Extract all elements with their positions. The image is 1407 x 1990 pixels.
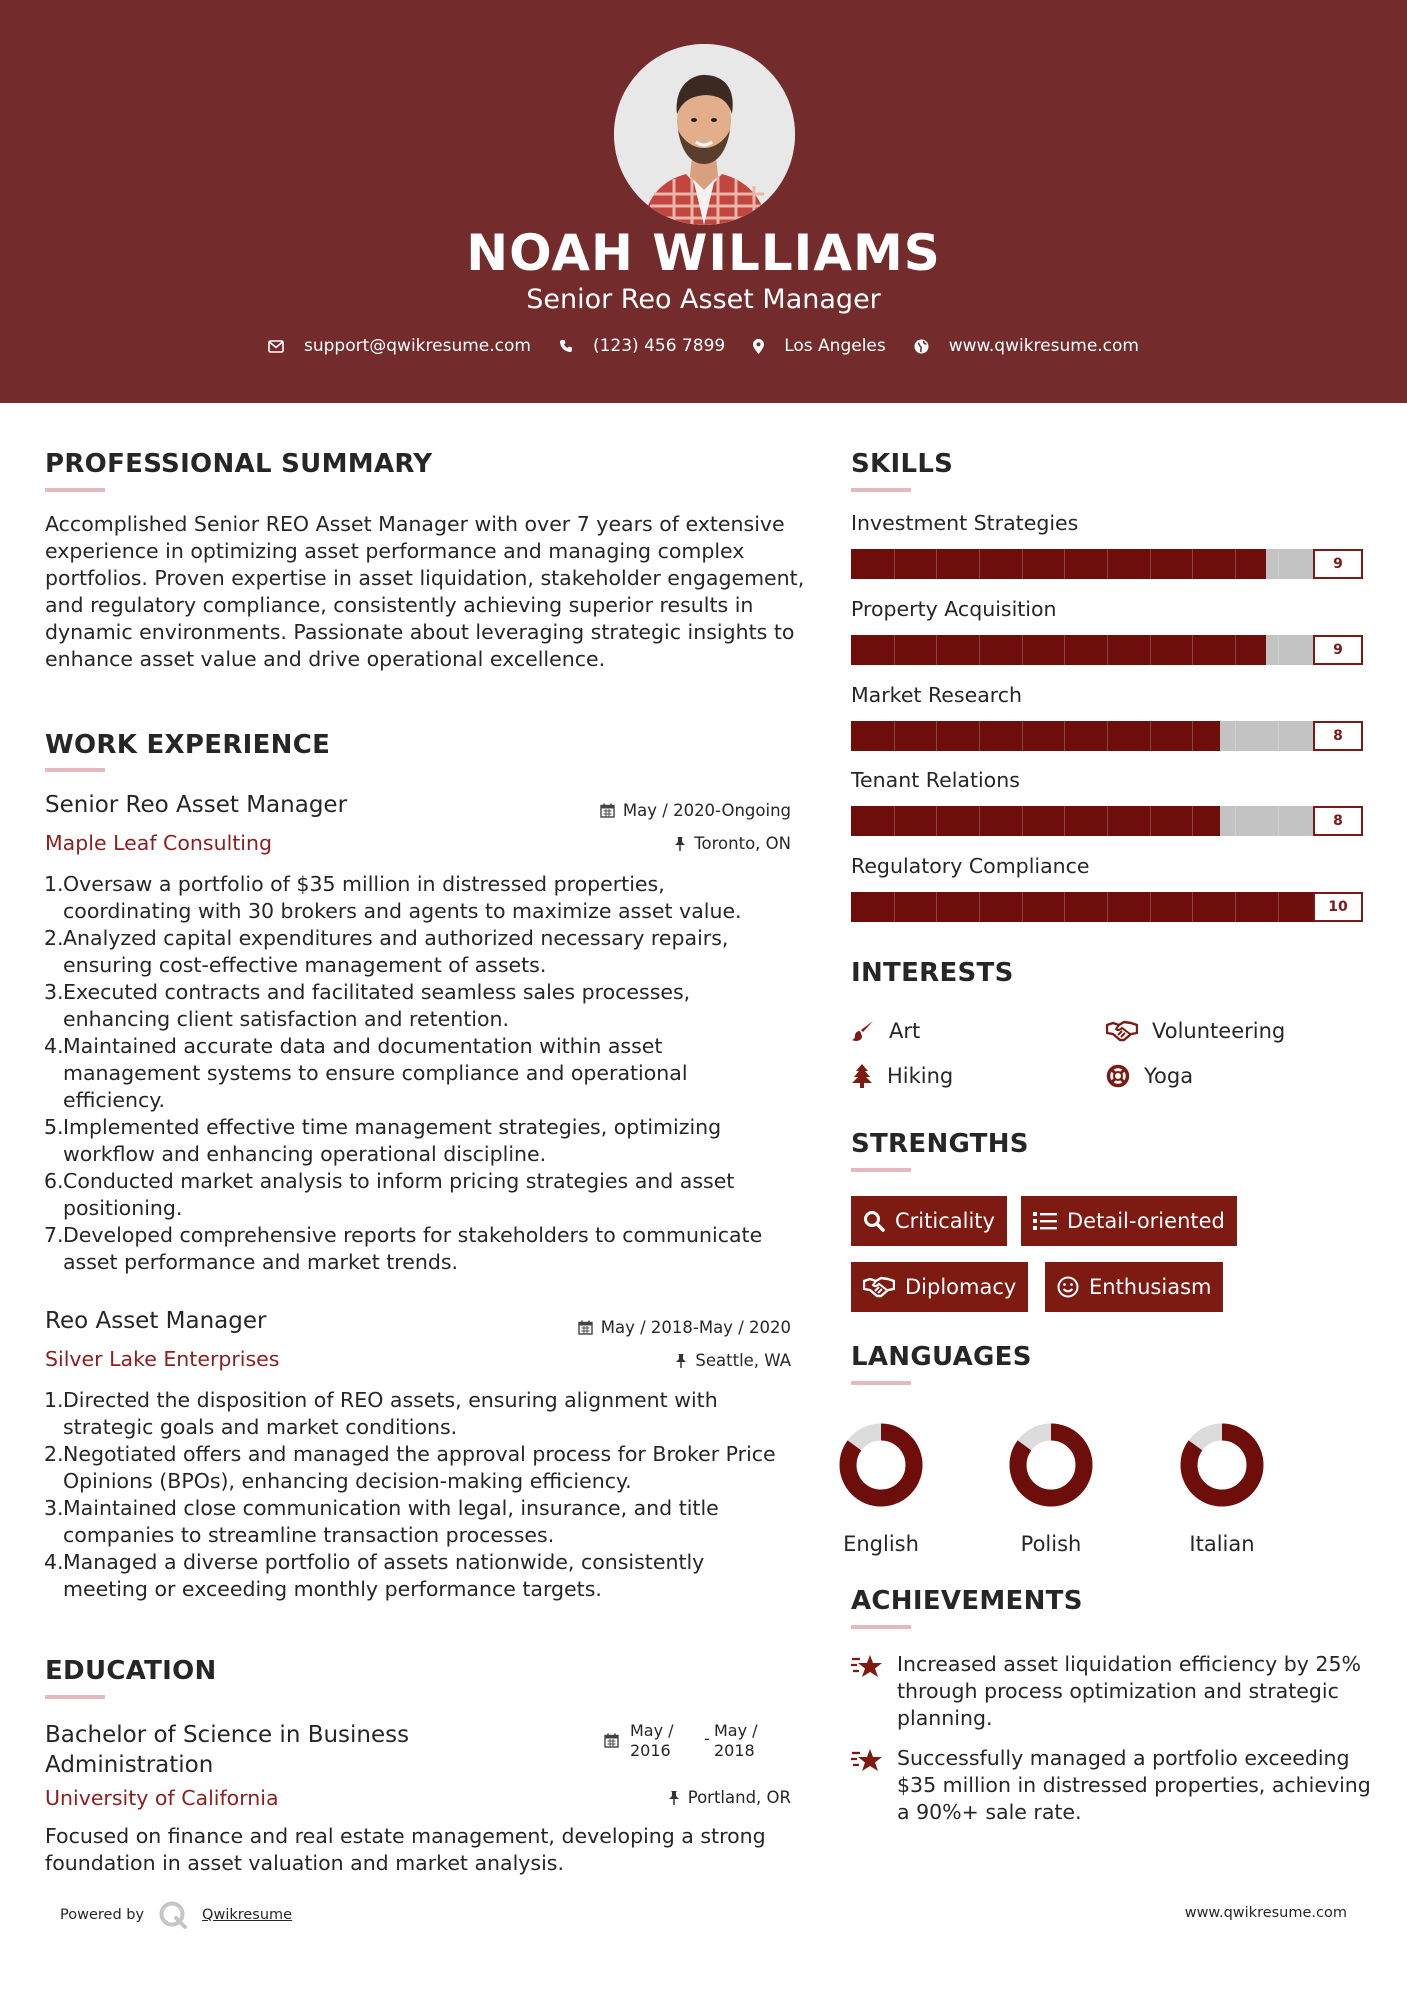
skill-segment-divider [1150, 721, 1151, 751]
interest-hiking [851, 1064, 953, 1088]
search-icon [863, 1210, 885, 1232]
handshake-icon [863, 1276, 895, 1298]
job-2-title: Reo Asset Manager [45, 1308, 267, 1334]
degree-title [45, 1720, 409, 1780]
languages-heading: LANGUAGES [851, 1342, 1032, 1372]
skill-score-badge: 9 [1313, 635, 1363, 665]
skill-segment-divider [1150, 806, 1151, 836]
skill-segment-divider [1235, 635, 1236, 665]
phone-icon [559, 339, 573, 353]
paintbrush-icon [851, 1019, 875, 1043]
language-item [991, 1412, 1111, 1556]
list-item: 1. Directed the disposition of REO assets, ensuring alignment with strategic goals and market conditions. [44, 1388, 718, 1439]
language-level-donut [821, 1412, 941, 1522]
skill-segment-divider [979, 892, 980, 922]
skill-bar [851, 892, 1363, 922]
skill-segment-divider [1064, 635, 1065, 665]
skill-segment-divider [1022, 806, 1023, 836]
candidate-name: NOAH WILLIAMS [466, 224, 941, 282]
skill-bar [851, 635, 1363, 665]
strength-label: Enthusiasm [1089, 1275, 1212, 1299]
powered-by-text: Powered by [60, 1907, 145, 1923]
summary-rule [45, 488, 105, 492]
skill-segment-divider [1192, 721, 1193, 751]
skill-segment-divider [894, 806, 895, 836]
pushpin-icon [674, 836, 686, 851]
qwikresume-link[interactable]: Qwikresume [202, 1907, 293, 1923]
list-icon [1033, 1211, 1057, 1231]
contact-location [753, 336, 886, 356]
skill-segment-divider [1150, 635, 1151, 665]
handshake-icon [1106, 1020, 1138, 1042]
education-heading: EDUCATION [45, 1656, 217, 1686]
job-1-company: Maple Leaf Consulting [45, 831, 273, 855]
skill-segment-divider [894, 892, 895, 922]
skill-segment-divider [1107, 549, 1108, 579]
strength-label: Diplomacy [905, 1275, 1017, 1299]
skill-segment-divider [1064, 806, 1065, 836]
list-item: 1. Oversaw a portfolio of $35 million in distressed properties, coordinating with 30 brokers and agents to maximize asset value. [44, 872, 742, 923]
skill-segment-divider [1192, 806, 1193, 836]
smile-icon [1057, 1276, 1079, 1298]
degree-line-1: Bachelor of Science in Business [45, 1722, 410, 1748]
tree-icon [851, 1064, 873, 1088]
education-school: University of California [45, 1786, 279, 1810]
calendar-icon [604, 1733, 619, 1748]
achievement-text: Increased asset liquidation efficiency by 25% through process optimization and strategic planning. [897, 1652, 1361, 1730]
skill-segment-divider [1022, 892, 1023, 922]
skill-segment-divider [894, 721, 895, 751]
list-item: 5. Implemented effective time management strategies, optimizing workflow and enhancing operational discipline. [44, 1115, 722, 1166]
strength-label: Criticality [895, 1209, 995, 1233]
qwikresume-logo-icon [158, 1900, 188, 1930]
skill-name: Market Research [851, 683, 1023, 707]
job-2-location [675, 1351, 791, 1370]
skill-segment-divider [1192, 635, 1193, 665]
list-item: 7. Developed comprehensive reports for stakeholders to communicate asset performance and market trends. [44, 1223, 763, 1274]
skill-segment-divider [1064, 892, 1065, 922]
skill-score-badge: 8 [1313, 721, 1363, 751]
skill-segment-divider [1278, 549, 1279, 579]
language-level-donut [991, 1412, 1111, 1522]
skill-name: Property Acquisition [851, 597, 1057, 621]
achievement-item [851, 1745, 1371, 1826]
contact-website[interactable] [914, 336, 1139, 356]
footer-powered-by [60, 1900, 292, 1930]
skill-segment-divider [936, 806, 937, 836]
skill-name: Investment Strategies [851, 511, 1079, 535]
skill-level-fill [851, 635, 1266, 665]
interest-label: Art [889, 1019, 921, 1043]
skill-segment-divider [979, 806, 980, 836]
strengths-rule [851, 1168, 911, 1172]
calendar-icon [600, 803, 615, 818]
experience-rule [45, 768, 105, 772]
skill-bar [851, 549, 1363, 579]
skill-level-fill [851, 806, 1220, 836]
contact-row [0, 336, 1407, 356]
skill-score-badge: 9 [1313, 549, 1363, 579]
language-label: Polish [1020, 1532, 1082, 1556]
list-item: 4. Maintained accurate data and documentation within asset management systems to ensure compliance and operational efficiency. [44, 1034, 688, 1112]
skill-segment-divider [1278, 892, 1279, 922]
interest-label: Volunteering [1152, 1019, 1286, 1043]
skill-segment-divider [1150, 892, 1151, 922]
job-2-company: Silver Lake Enterprises [45, 1347, 280, 1371]
skill-segment-divider [979, 549, 980, 579]
language-level-donut [1162, 1412, 1282, 1522]
list-item: 2. Analyzed capital expenditures and authorized necessary repairs, ensuring cost-effective management of assets. [44, 926, 729, 977]
skill-segment-divider [1107, 806, 1108, 836]
interests-heading: INTERESTS [851, 958, 1014, 988]
skill-segment-divider [1107, 635, 1108, 665]
education-description: Focused on finance and real estate management, developing a strong foundation in asset valuation and market analysis. [45, 1824, 766, 1875]
skills-rule [851, 488, 911, 492]
skill-segment-divider [1192, 892, 1193, 922]
interest-yoga [1106, 1064, 1193, 1088]
education-rule [45, 1695, 105, 1699]
skill-score-badge: 8 [1313, 806, 1363, 836]
skill-segment-divider [1235, 721, 1236, 751]
skill-segment-divider [936, 721, 937, 751]
achievement-text: Successfully managed a portfolio exceeding $35 million in distressed properties, achieving a 90%+ sale rate. [897, 1746, 1371, 1824]
list-item: 4. Managed a diverse portfolio of assets nationwide, consistently meeting or exceeding monthly performance targets. [44, 1550, 705, 1601]
education-location [668, 1788, 791, 1807]
language-label: English [843, 1532, 919, 1556]
skill-segment-divider [1107, 892, 1108, 922]
contact-phone[interactable] [559, 336, 725, 356]
skill-bar [851, 806, 1363, 836]
calendar-icon [578, 1320, 593, 1335]
skill-segment-divider [1107, 721, 1108, 751]
achievements-heading: ACHIEVEMENTS [851, 1586, 1083, 1616]
contact-email[interactable] [268, 336, 531, 356]
job-1-dates [600, 801, 791, 820]
pushpin-icon [675, 1353, 687, 1368]
contact-location-text: Los Angeles [784, 336, 886, 356]
star-award-icon [851, 1747, 883, 1773]
header-band [0, 0, 1407, 403]
job-1-dates-text: May / 2020-Ongoing [622, 801, 791, 820]
skill-segment-divider [1022, 721, 1023, 751]
summary-heading: PROFESSIONAL SUMMARY [45, 449, 433, 479]
skill-segment-divider [936, 635, 937, 665]
envelope-icon [268, 340, 284, 353]
contact-website-text: www.qwikresume.com [948, 336, 1139, 356]
strength-diplomacy [851, 1262, 1028, 1312]
list-item: 6. Conducted market analysis to inform pricing strategies and asset positioning. [44, 1169, 735, 1220]
achievement-item [851, 1651, 1371, 1732]
skill-segment-divider [1192, 549, 1193, 579]
skill-segment-divider [1235, 806, 1236, 836]
interest-label: Yoga [1144, 1064, 1194, 1088]
skill-segment-divider [1150, 549, 1151, 579]
skill-segment-divider [1235, 549, 1236, 579]
skill-segment-divider [1278, 721, 1279, 751]
interest-art [851, 1019, 920, 1043]
skill-segment-divider [1064, 549, 1065, 579]
job-1-title: Senior Reo Asset Manager [45, 792, 348, 818]
job-2-dates [578, 1318, 791, 1337]
degree-line-2: Administration [45, 1752, 214, 1778]
skill-segment-divider [1022, 635, 1023, 665]
education-date-from: May / 2016 [630, 1721, 674, 1760]
skill-segment-divider [1064, 721, 1065, 751]
lifebuoy-icon [1106, 1064, 1130, 1088]
skills-heading: SKILLS [851, 449, 954, 479]
star-award-icon [851, 1653, 883, 1679]
skill-bar [851, 721, 1363, 751]
skill-segment-divider [936, 549, 937, 579]
strength-detail-oriented [1021, 1196, 1237, 1246]
skill-segment-divider [979, 635, 980, 665]
job-1-duties [44, 871, 794, 1276]
skill-segment-divider [1022, 549, 1023, 579]
contact-phone-text: (123) 456 7899 [592, 336, 726, 356]
interest-label: Hiking [887, 1064, 954, 1088]
strengths-heading: STRENGTHS [851, 1129, 1029, 1159]
map-pin-icon [753, 339, 764, 354]
list-item: 2. Negotiated offers and managed the approval process for Broker Price Opinions (BPOs), enhancing decision-making efficiency. [44, 1442, 776, 1493]
list-item: 3. Executed contracts and facilitated seamless sales processes, enhancing client satisfaction and retention. [44, 980, 691, 1031]
language-label: Italian [1189, 1532, 1255, 1556]
pushpin-icon [668, 1790, 680, 1805]
strength-label: Detail-oriented [1067, 1209, 1225, 1233]
skill-segment-divider [894, 635, 895, 665]
skill-segment-divider [1278, 806, 1279, 836]
skill-level-fill [851, 721, 1220, 751]
strength-criticality [851, 1196, 1007, 1246]
language-item [1162, 1412, 1282, 1556]
skill-segment-divider [979, 721, 980, 751]
education-location-text: Portland, OR [687, 1788, 791, 1807]
list-item: 3. Maintained close communication with legal, insurance, and title companies to streamline transaction processes. [44, 1496, 719, 1547]
footer-website[interactable]: www.qwikresume.com [1184, 1905, 1347, 1921]
languages-rule [851, 1381, 911, 1385]
skill-segment-divider [936, 892, 937, 922]
language-item [821, 1412, 941, 1556]
education-date-separator: - [704, 1729, 710, 1748]
skill-score-badge: 10 [1313, 892, 1363, 922]
skill-level-fill [851, 549, 1266, 579]
job-1-location-text: Toronto, ON [694, 834, 791, 853]
experience-heading: WORK EXPERIENCE [45, 730, 331, 760]
summary-text: Accomplished Senior REO Asset Manager with over 7 years of extensive experience in optimizing asset performance and managing complex portfolios. Proven expertise in asset liquidation, stakeholder engagement, and regulatory compliance, consistently achieving superior results in dynamic environments. Passionate about leveraging strategic insights to enhance asset value and drive operational excellence. [45, 512, 805, 671]
contact-email-text: support@qwikresume.com [304, 336, 531, 356]
skill-name: Regulatory Compliance [851, 854, 1090, 878]
interest-volunteering [1106, 1019, 1285, 1043]
skill-segment-divider [894, 549, 895, 579]
globe-icon [914, 339, 929, 354]
strength-enthusiasm [1045, 1262, 1223, 1312]
skill-name: Tenant Relations [851, 768, 1020, 792]
education-date-to: May / 2018 [714, 1721, 758, 1760]
achievements-rule [851, 1625, 911, 1629]
job-1-location [674, 834, 791, 853]
skill-segment-divider [1278, 635, 1279, 665]
job-2-location-text: Seattle, WA [695, 1351, 791, 1370]
job-2-dates-text: May / 2018-May / 2020 [600, 1318, 791, 1337]
job-2-duties [44, 1387, 794, 1603]
candidate-role: Senior Reo Asset Manager [526, 284, 881, 315]
profile-photo [614, 44, 795, 225]
skill-segment-divider [1235, 892, 1236, 922]
